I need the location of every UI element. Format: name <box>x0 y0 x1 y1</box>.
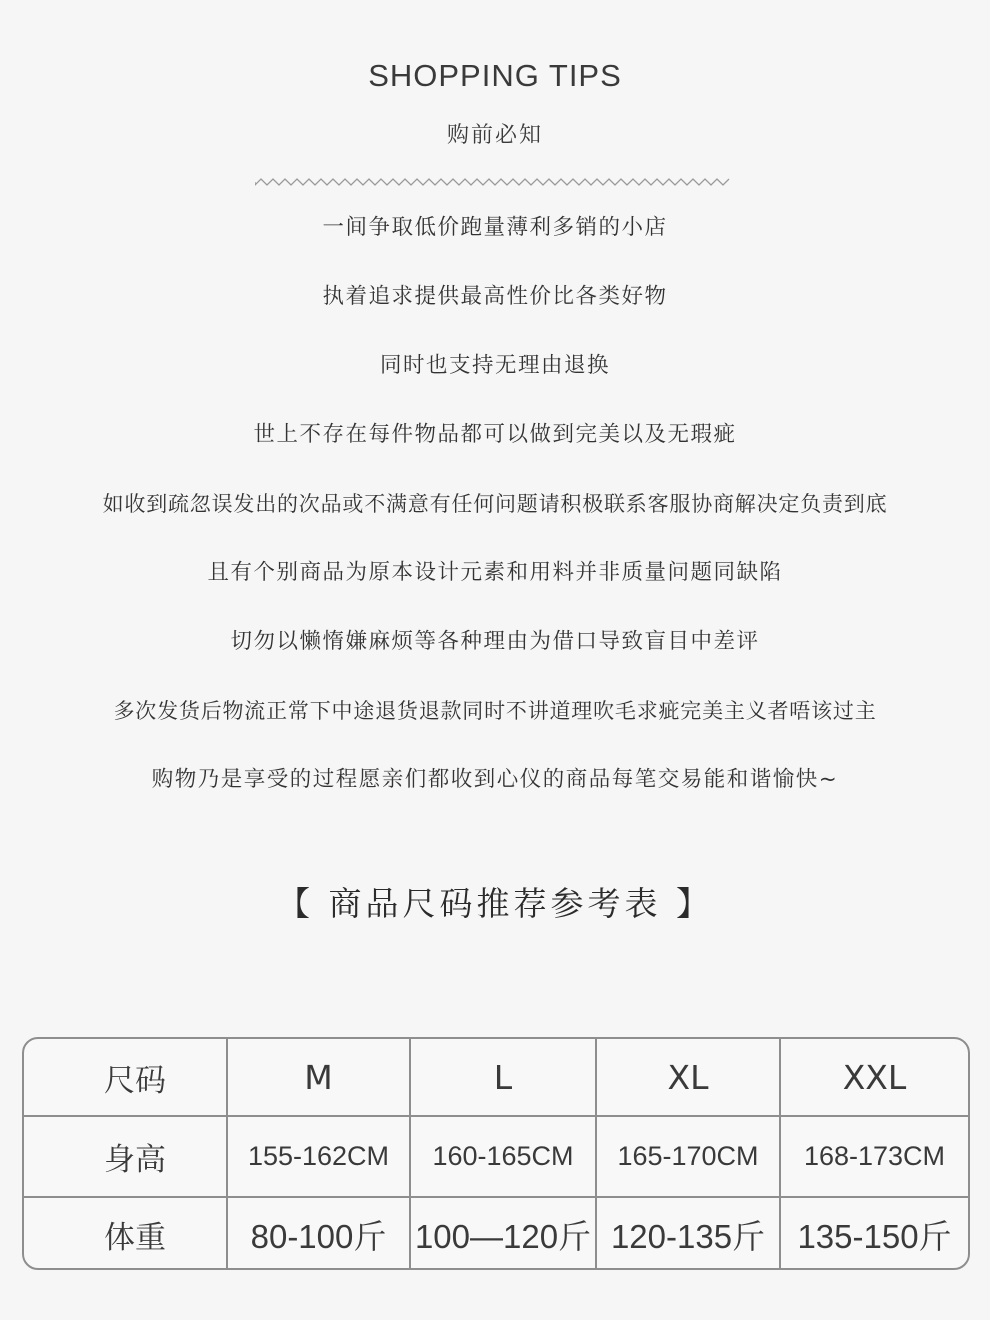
tip-line: 一间争取低价跑量薄利多销的小店 <box>322 215 668 240</box>
size-chart-heading: 【 商品尺码推荐参考表 】 <box>277 884 713 923</box>
tips-list <box>0 208 990 829</box>
table-row-size <box>24 1039 968 1116</box>
row-label-height: 身高 <box>24 1116 227 1197</box>
height-cell: 168-173CM <box>780 1116 968 1197</box>
height-cell: 155-162CM <box>227 1116 410 1197</box>
page-subtitle: 购前必知 <box>446 123 543 148</box>
wavy-divider <box>255 174 730 190</box>
tip-line: 切勿以懒惰嫌麻烦等各种理由为借口导致盲目中差评 <box>230 629 760 654</box>
weight-cell: 100—120斤 <box>410 1197 596 1270</box>
tip-line: 且有个别商品为原本设计元素和用料并非质量问题同缺陷 <box>207 560 783 585</box>
table-row-weight <box>24 1197 968 1270</box>
size-cell: XL <box>596 1039 780 1116</box>
tip-line: 执着追求提供最高性价比各类好物 <box>322 284 668 309</box>
height-cell: 160-165CM <box>410 1116 596 1197</box>
tip-line: 多次发货后物流正常下中途退货退款同时不讲道理吹毛求疵完美主义者唔该过主 <box>113 699 877 723</box>
tip-line: 世上不存在每件物品都可以做到完美以及无瑕疵 <box>253 422 737 447</box>
row-label-weight: 体重 <box>24 1197 227 1270</box>
table-row-height <box>24 1116 968 1197</box>
height-cell: 165-170CM <box>596 1116 780 1197</box>
size-cell: XXL <box>780 1039 968 1116</box>
size-cell: L <box>410 1039 596 1116</box>
page-title: SHOPPING TIPS <box>368 58 622 93</box>
size-chart-table <box>22 1037 970 1270</box>
tip-line: 购物乃是享受的过程愿亲们都收到心仪的商品每笔交易能和谐愉快~ <box>151 767 839 792</box>
tip-line: 如收到疏忽误发出的次品或不满意有任何问题请积极联系客服协商解决定负责到底 <box>102 492 888 516</box>
size-cell: M <box>227 1039 410 1116</box>
weight-cell: 80-100斤 <box>227 1197 410 1270</box>
weight-cell: 135-150斤 <box>797 1217 952 1255</box>
weight-cell: 120-135斤 <box>596 1197 780 1270</box>
tip-line: 同时也支持无理由退换 <box>379 353 610 378</box>
row-label-size: 尺码 <box>24 1039 227 1116</box>
